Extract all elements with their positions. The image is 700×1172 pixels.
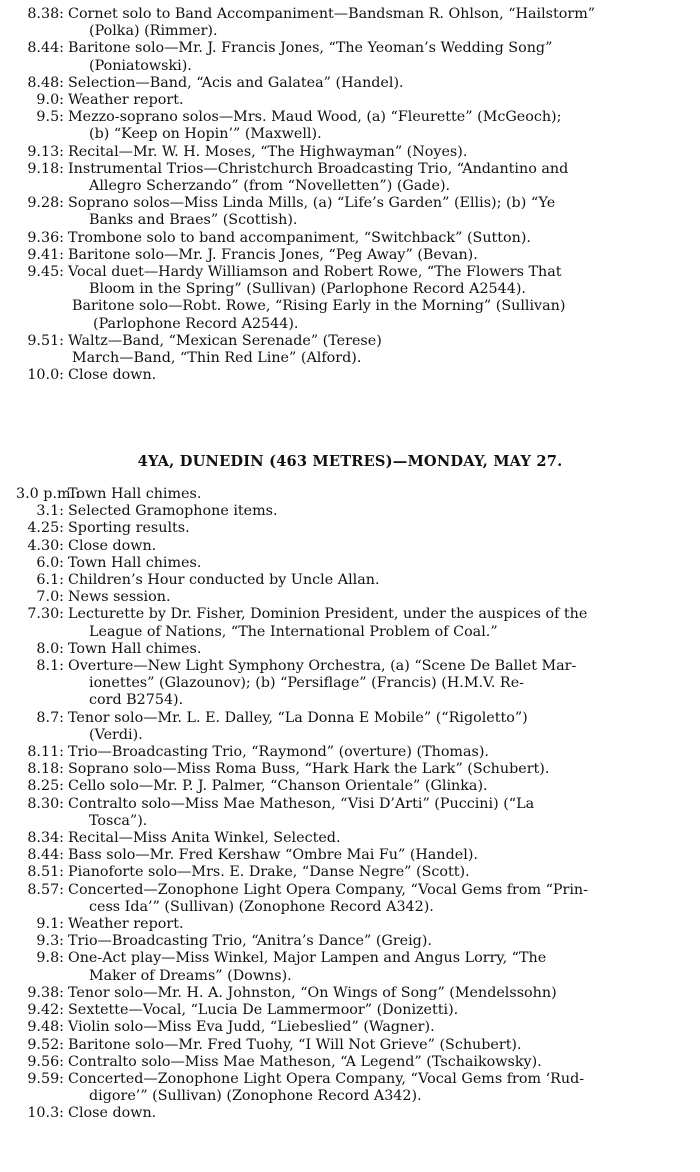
programme-time: 9.13 : <box>16 144 64 161</box>
programme-time: 8.57 : <box>16 882 64 899</box>
programme-time: 8.0 : <box>16 641 64 658</box>
programme-description-continued: Tosca”). <box>89 812 148 829</box>
programme-description: Sextette—Vocal, “Lucia De Lammermoor” (Donizetti). <box>68 1002 459 1019</box>
programme-description: Cornet solo to Band Accompaniment—Bandsman R. Ohlson, “Hailstorm” <box>68 6 596 22</box>
programme-description-continued: (Verdi). <box>89 726 143 743</box>
programme-description: Weather report. <box>68 92 184 109</box>
programme-description-continued: cord B2754). <box>89 692 184 709</box>
programme-description: Selection—Band, “Acis and Galatea” (Handel). <box>68 74 404 91</box>
programme-description: Pianoforte solo—Mrs. E. Drake, “Danse Negre” (Scott). <box>68 864 470 881</box>
programme-item <box>16 144 688 161</box>
programme-time: 9.52 : <box>16 1037 64 1054</box>
programme-description-continued: Banks and Braes” (Scottish). <box>89 212 298 229</box>
programme-description: Soprano solo—Miss Roma Buss, “Hark Hark the Lark” (Schubert). <box>68 761 550 778</box>
programme-time: 9.45 : <box>16 264 64 281</box>
programme-item <box>16 864 688 881</box>
programme-item <box>16 830 688 847</box>
programme-description: Concerted—Zonophone Light Opera Company, “Vocal Gems from “Prin- <box>68 881 588 898</box>
programme-description: News session. <box>68 589 171 606</box>
programme-description: Children’s Hour conducted by Uncle Allan. <box>68 572 380 589</box>
programme-description: Soprano solos—Miss Linda Mills, (a) “Life’s Garden” (Ellis); (b) “Ye <box>68 195 556 212</box>
programme-description: Contralto solo—Miss Mae Matheson, “A Legend” (Tschaikowsky). <box>68 1053 542 1070</box>
programme-time: 9.51 : <box>16 333 64 350</box>
programme-description-continued: (Poniatowski). <box>89 57 192 74</box>
programme-time: 8.48 : <box>16 75 64 92</box>
programme-time: 9.5 : <box>16 109 64 126</box>
programme-description: Trio—Broadcasting Trio, “Anitra’s Dance” (Greig). <box>68 933 432 950</box>
programme-description: Sporting results. <box>68 520 190 537</box>
programme-item <box>16 916 688 933</box>
programme-description-continued: Bloom in the Spring” (Sullivan) (Parlophone Record A2544). <box>89 281 526 298</box>
programme-item <box>16 710 688 744</box>
programme-item <box>16 658 688 710</box>
programme-time: 9.48 : <box>16 1019 64 1036</box>
programme-description: Close down. <box>68 537 157 554</box>
programme-item <box>16 350 688 367</box>
programme-time: 8.44 : <box>16 40 64 57</box>
programme-description-continued: (Parlophone Record A2544). <box>93 315 299 332</box>
programme-time: 9.28 : <box>16 195 64 212</box>
programme-time: 8.30 : <box>16 796 64 813</box>
programme-time: 8.18 : <box>16 761 64 778</box>
programme-description: Baritone solo—Mr. J. Francis Jones, “Peg Away” (Bevan). <box>68 246 478 263</box>
station-heading: 4YA, DUNEDIN (463 METRES)—MONDAY, MAY 27. <box>137 453 563 470</box>
programme-description: Tenor solo—Mr. L. E. Dalley, “La Donna E Mobile” (“Rigoletto”) <box>68 709 528 726</box>
programme-time: 10.3 : <box>16 1105 64 1122</box>
programme-time: 9.0 : <box>16 92 64 109</box>
programme-item <box>16 333 688 350</box>
programme-item <box>16 195 688 229</box>
programme-description: Bass solo—Mr. Fred Kershaw “Ombre Mai Fu” (Handel). <box>68 847 478 864</box>
programme-item <box>16 92 688 109</box>
programme-description-continued: Allegro Scherzando” (from “Novelletten”) (Gade). <box>89 178 451 195</box>
programme-item <box>16 75 688 92</box>
programme-item <box>16 796 688 830</box>
programme-description: Lecturette by Dr. Fisher, Dominion President, under the auspices of the <box>68 606 588 623</box>
programme-time: 9.41 : <box>16 247 64 264</box>
programme-description: Overture—New Light Symphony Orchestra, (a) “Scene De Ballet Mar- <box>68 658 577 675</box>
programme-item <box>16 761 688 778</box>
programme-description: Recital—Mr. W. H. Moses, “The Highwayman” (Noyes). <box>68 143 468 160</box>
programme-description: March—Band, “Thin Red Line” (Alford). <box>72 350 362 367</box>
programme-item <box>16 6 688 40</box>
programme-item <box>16 230 688 247</box>
programme-description-continued: (Polka) (Rimmer). <box>89 23 218 40</box>
programme-time: 8.34 : <box>16 830 64 847</box>
programme-item <box>16 520 688 537</box>
programme-time: 6.0 : <box>16 555 64 572</box>
programme-time: 9.3 : <box>16 933 64 950</box>
programme-item <box>16 264 688 298</box>
programme-description: Town Hall chimes. <box>68 486 202 502</box>
programme-time: 9.59 : <box>16 1071 64 1088</box>
programme-description: Baritone solo—Mr. J. Francis Jones, “The Yeoman’s Wedding Song” <box>68 40 553 57</box>
programme-description: Tenor solo—Mr. H. A. Johnston, “On Wings of Song” (Mendelssohn) <box>68 984 557 1001</box>
programme-description: Close down. <box>68 367 157 384</box>
programme-description: Trio—Broadcasting Trio, “Raymond” (overture) (Thomas). <box>68 744 489 761</box>
programme-item <box>16 1037 688 1054</box>
programme-description: Town Hall chimes. <box>68 554 202 571</box>
programme-description: Instrumental Trios—Christchurch Broadcasting Trio, “Andantino and <box>68 160 569 177</box>
programme-time: 3.1 : <box>16 503 64 520</box>
programme-item <box>16 882 688 916</box>
programme-item <box>16 247 688 264</box>
programme-description: Town Hall chimes. <box>68 640 202 657</box>
programme-time: 4.25 : <box>16 520 64 537</box>
programme-item <box>16 298 688 332</box>
programme-description-continued: (b) “Keep on Hopin’” (Maxwell). <box>89 126 322 143</box>
programme-item <box>16 538 688 555</box>
programme-item <box>16 950 688 984</box>
programme-description: Baritone solo—Mr. Fred Tuohy, “I Will Not Grieve” (Schubert). <box>68 1036 522 1053</box>
programme-description: Cello solo—Mr. P. J. Palmer, “Chanson Orientale” (Glinka). <box>68 778 488 795</box>
programme-item <box>16 1002 688 1019</box>
programme-time: 4.30 : <box>16 538 64 555</box>
programme-time: 7.0 : <box>16 589 64 606</box>
programme-description-continued: digore’” (Sullivan) (Zonophone Record A342). <box>89 1088 422 1105</box>
programme-time: 9.36 : <box>16 230 64 247</box>
programme-item <box>16 486 688 503</box>
programme-item <box>16 503 688 520</box>
programme-list-christchurch <box>16 6 688 384</box>
programme-item <box>16 572 688 589</box>
programme-time: 8.51 : <box>16 864 64 881</box>
programme-item <box>16 555 688 572</box>
programme-description-continued: ionettes” (Glazounov); (b) “Persiflage” (Francis) (H.M.V. Re- <box>89 675 524 692</box>
programme-time: 7.30 : <box>16 606 64 623</box>
programme-time: 9.18 : <box>16 161 64 178</box>
programme-description: Mezzo-soprano solos—Mrs. Maud Wood, (a) “Fleurette” (McGeoch); <box>68 109 562 126</box>
programme-item <box>16 40 688 74</box>
programme-description: One-Act play—Miss Winkel, Major Lampen and Angus Lorry, “The <box>68 950 547 967</box>
programme-description: Concerted—Zonophone Light Opera Company, “Vocal Gems from ‘Rud- <box>68 1070 585 1087</box>
programme-item <box>16 847 688 864</box>
programme-item <box>16 1071 688 1105</box>
programme-time: 9.1 : <box>16 916 64 933</box>
programme-time: 9.38 : <box>16 985 64 1002</box>
programme-item <box>16 109 688 143</box>
programme-item <box>16 641 688 658</box>
programme-description: Vocal duet—Hardy Williamson and Robert Rowe, “The Flowers That <box>68 264 562 281</box>
programme-item <box>16 1019 688 1036</box>
programme-description: Contralto solo—Miss Mae Matheson, “Visi D’Arti” (Puccini) (“La <box>68 795 535 812</box>
programme-time: 8.11 : <box>16 744 64 761</box>
programme-item <box>16 161 688 195</box>
programme-item <box>16 1105 688 1122</box>
programme-description: Waltz—Band, “Mexican Serenade” (Terese) <box>68 332 382 349</box>
programme-description: Violin solo—Miss Eva Judd, “Liebeslied” (Wagner). <box>68 1019 435 1036</box>
programme-item <box>16 933 688 950</box>
programme-item <box>16 778 688 795</box>
programme-time: 3.0 p.m. : <box>16 486 64 503</box>
programme-time: 6.1 : <box>16 572 64 589</box>
programme-description: Recital—Miss Anita Winkel, Selected. <box>68 830 341 847</box>
programme-time: 8.7 : <box>16 710 64 727</box>
programme-time: 9.56 : <box>16 1054 64 1071</box>
programme-item <box>16 744 688 761</box>
programme-time: 8.38 : <box>16 6 64 23</box>
programme-item <box>16 606 688 640</box>
programme-time: 9.42 : <box>16 1002 64 1019</box>
programme-item <box>16 985 688 1002</box>
programme-description-continued: Maker of Dreams” (Downs). <box>89 967 292 984</box>
programme-description-continued: League of Nations, “The International Problem of Coal.” <box>89 623 498 640</box>
programme-description: Baritone solo—Robt. Rowe, “Rising Early in the Morning” (Sullivan) <box>72 298 566 315</box>
programme-description: Close down. <box>68 1105 157 1122</box>
programme-description: Trombone solo to band accompaniment, “Switchback” (Sutton). <box>68 229 531 246</box>
programme-item <box>16 367 688 384</box>
programme-description: Selected Gramophone items. <box>68 503 278 520</box>
programme-item <box>16 1054 688 1071</box>
programme-time: 8.44 : <box>16 847 64 864</box>
programme-description: Weather report. <box>68 916 184 933</box>
programme-time: 10.0 : <box>16 367 64 384</box>
programme-description-continued: cess Ida’” (Sullivan) (Zonophone Record A342). <box>89 898 434 915</box>
programme-time: 8.25 : <box>16 778 64 795</box>
programme-time: 8.1 : <box>16 658 64 675</box>
programme-time: 9.8 : <box>16 950 64 967</box>
programme-item <box>16 589 688 606</box>
programme-list-dunedin <box>16 486 688 1123</box>
